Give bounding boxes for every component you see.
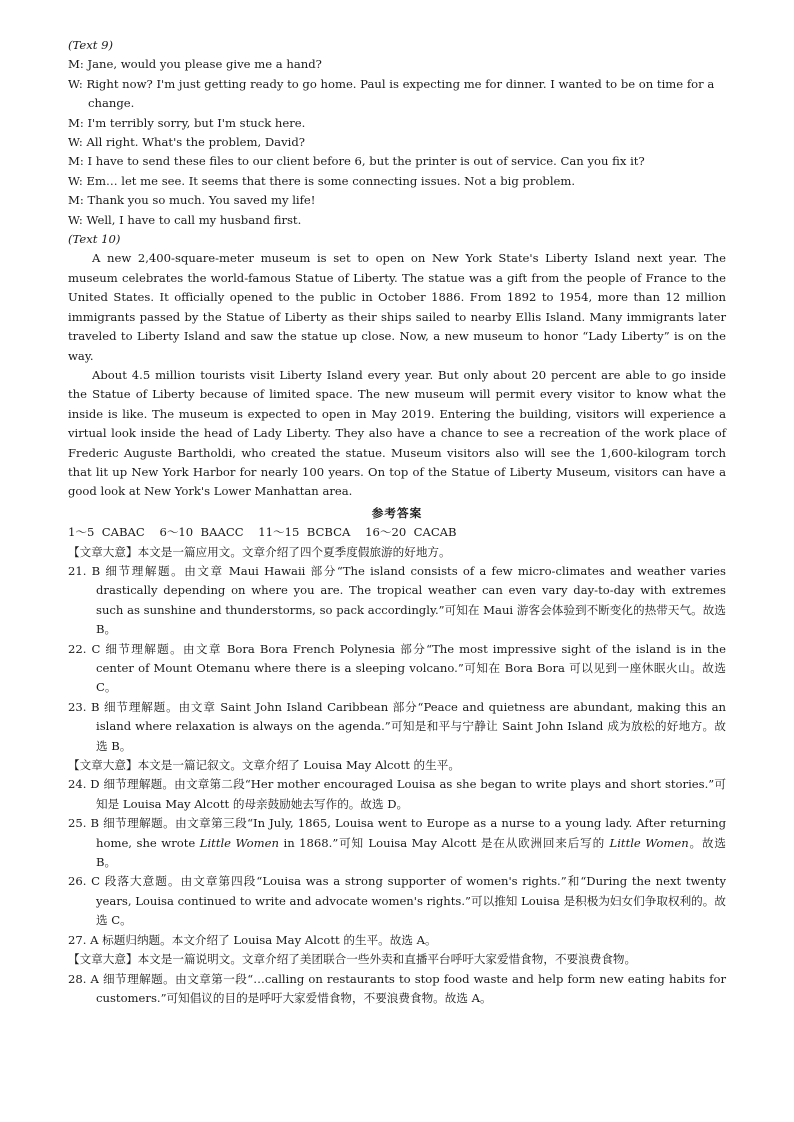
answers-heading: 参考答案 <box>371 505 423 520</box>
dialogue-line: M: Jane, would you please give me a hand? <box>68 57 322 72</box>
answer-key: 1～5 CABAC 6～10 BAACC 11～15 BCBCA 16～20 CACAB <box>68 525 457 540</box>
dialogue-line: W: Well, I have to call my husband first. <box>68 212 302 227</box>
article-summary: 【文章大意】本文是一篇说明文。文章介绍了美团联合一些外卖和直播平台呼吁大家爱惜食物，不要浪费食物。 <box>68 952 637 967</box>
dialogue-line: M: Thank you so much. You saved my life! <box>68 193 316 208</box>
answer-explanation: 22. C 细节理解题。由文章 Bora Bora French Polynesia 部分“The most impressive sight of the island is in the center of Mount Otemanu where there is a sleeping volcano.”可知在 Bora Bora 可以见到一座休眠火山。故选 C。 <box>68 641 726 695</box>
article-summary: 【文章大意】本文是一篇记叙文。文章介绍了 Louisa May Alcott 的生平。 <box>68 758 460 773</box>
text10-paragraph: About 4.5 million tourists visit Liberty Island every year. But only about 20 percent are able to go inside the Statue of Liberty because of limited space. The new museum will permit every visitor to know what the inside is like. The museum is expected to open in May 2019. Entering the building, visitors will experience a virtual look inside the head of Lady Liberty. They also have a chance to see a recreation of the work place of Frederic Auguste Bartholdi, who created the statue. Museum visitors also will see the 1,600-kilogram torch that lit up New York Harbor for nearly 100 years. On top of the Statue of Liberty Museum, visitors can have a good look at New York's Lower Manhattan area. <box>68 367 726 499</box>
explanation-text: 。故选 B。 <box>96 835 726 870</box>
dialogue-line: W: All right. What's the problem, David? <box>68 135 305 150</box>
answer-explanation: 26. C 段落大意题。由文章第四段“Louisa was a strong supporter of women's rights.”和“During the next twenty years, Louisa continued to write and advocate women's rights.”可以推知 Louisa 是积极为妇女们争取权利的。故选 C。 <box>68 874 726 928</box>
explanation-text: 25. B 细节理解题。由文章第三段“In July, 1865, Louisa went to Europe as a nurse to a young lady. After returning home, she wrote <box>68 816 726 850</box>
answer-explanation: 21. B 细节理解题。由文章 Maui Hawaii 部分“The island consists of a few micro-climates and weather varies drastically depending on where you are. The tropical weather can even vary day-to-day with extremes such as sunshine and thunderstorms, so pack accordingly.”可知在 Maui 游客会体验到不断变化的热带天气。故选 B。 <box>68 563 726 637</box>
dialogue-line: M: I have to send these files to our client before 6, but the printer is out of service. Can you fix it? <box>68 154 645 169</box>
book-title: Little Women <box>199 835 279 850</box>
explanation-text: in 1868.”可知 Louisa May Alcott 是在从欧洲回来后写的 <box>278 835 610 850</box>
answer-explanation: 28. A 细节理解题。由文章第一段“…calling on restaurants to stop food waste and help form new eating habits for customers.”可知倡议的目的是呼吁大家爱惜食物，不要浪费食物。故选 A。 <box>68 971 726 1005</box>
answer-explanation: 24. D 细节理解题。由文章第二段“Her mother encouraged Louisa as she began to write plays and short stories.”可知是 Louisa May Alcott 的母亲鼓励她去写作的。故选 D。 <box>68 777 726 811</box>
article-summary: 【文章大意】本文是一篇应用文。文章介绍了四个夏季度假旅游的好地方。 <box>68 544 451 559</box>
answer-explanation: 23. B 细节理解题。由文章 Saint John Island Caribbean 部分“Peace and quietness are abundant, making this an island where relaxation is always on the agenda.”可知是和平与宁静让 Saint John Island 成为放松的好地方。故选 B。 <box>68 699 726 753</box>
answer-explanation: 27. A 标题归纳题。本文介绍了 Louisa May Alcott 的生平。故选 A。 <box>68 932 437 947</box>
text10-label: (Text 10) <box>68 232 121 247</box>
text10-paragraph: A new 2,400-square-meter museum is set to open on New York State's Liberty Island next year. The museum celebrates the world-famous Statue of Liberty. The statue was a gift from the people of France to the United States. It officially opened to the public in October 1886. From 1892 to 1954, more than 12 million immigrants passed by the Statue of Liberty as their ships sailed to nearby Ellis Island. Many immigrants later traveled to Liberty Island and saw the statue up close. Now, a new museum to honor “Lady Liberty” is on the way. <box>68 251 726 363</box>
dialogue-line: W: Em… let me see. It seems that there is some connecting issues. Not a big problem. <box>68 173 576 188</box>
text9-label: (Text 9) <box>68 38 113 52</box>
answer-explanation <box>68 814 726 872</box>
dialogue-line: W: Right now? I'm just getting ready to go home. Paul is expecting me for dinner. I wanted to be on time for a change. <box>68 76 715 111</box>
text9-dialogue <box>68 55 726 230</box>
dialogue-line: M: I'm terribly sorry, but I'm stuck here. <box>68 115 306 130</box>
book-title: Little Women <box>609 835 689 850</box>
